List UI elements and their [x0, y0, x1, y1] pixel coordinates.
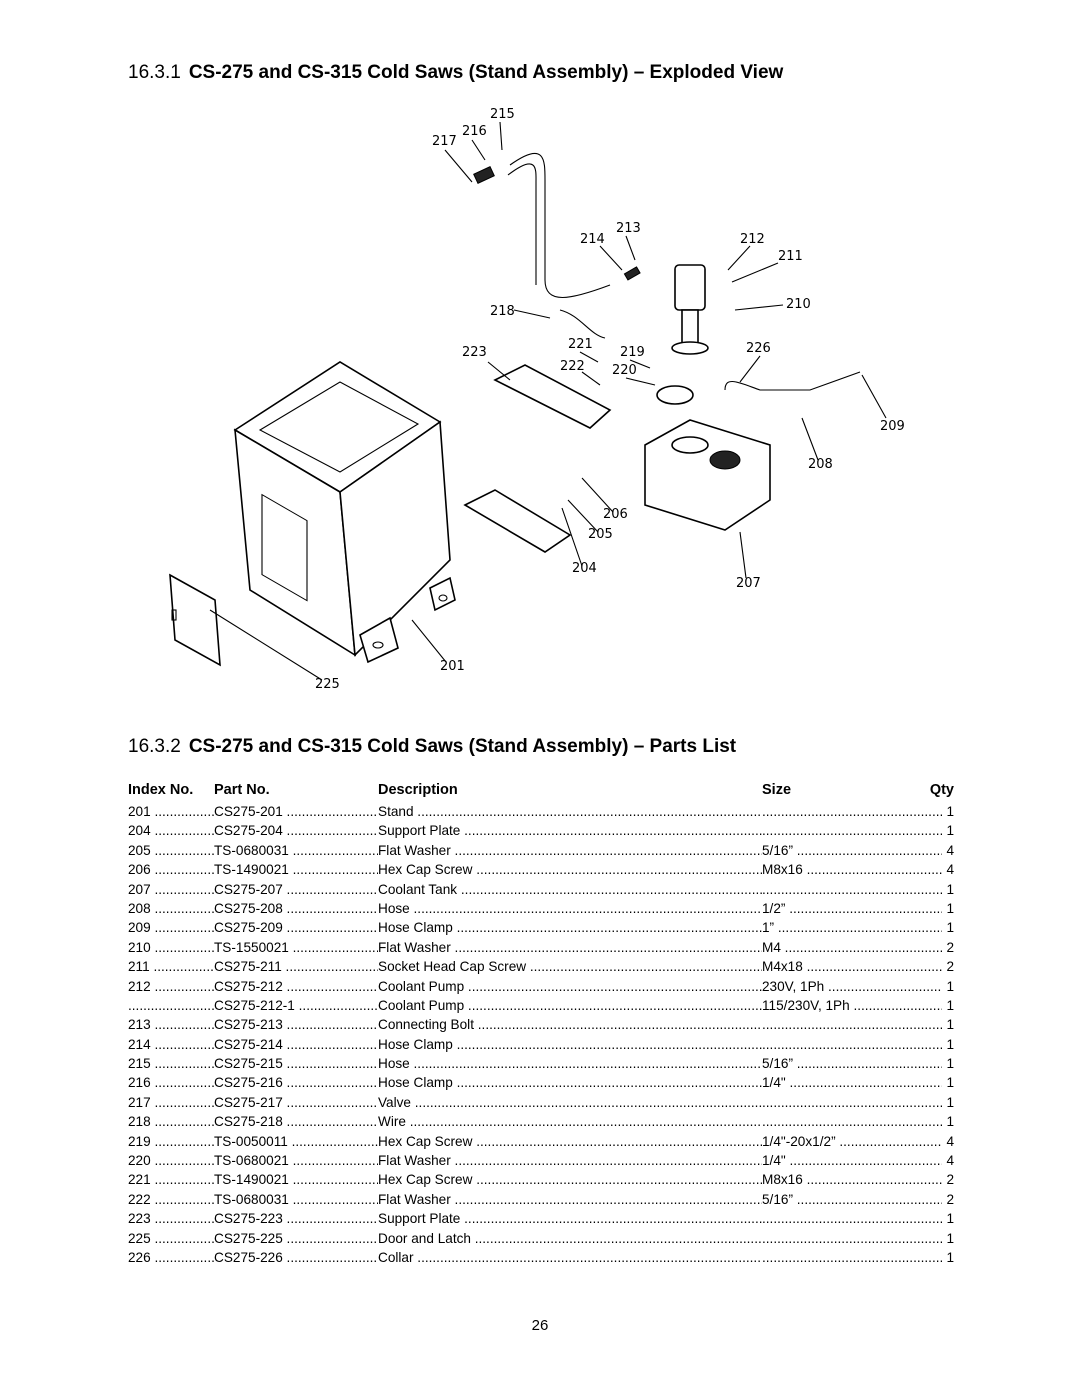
description-cell: Hex Cap Screw .....: [378, 862, 762, 877]
description-cell: Flat Washer .....: [378, 1192, 762, 1207]
qty-cell: 1: [946, 1211, 954, 1227]
table-row: [128, 920, 954, 939]
qty-cell: 1: [946, 804, 954, 819]
size-cell: [762, 1114, 942, 1129]
qty-cell: 1: [946, 920, 954, 936]
part-no-cell: CS275-217 .....: [214, 1095, 378, 1110]
callout-221: 221: [568, 337, 593, 352]
description-cell: Hose Clamp .....: [378, 920, 762, 935]
header-description: Description: [378, 782, 458, 798]
description-cell: Stand .....: [378, 804, 762, 819]
index-cell: 205 .....: [128, 843, 214, 858]
size-cell: M8x16 .....: [762, 862, 942, 877]
size-cell: [762, 1037, 942, 1052]
header-part: Part No.: [214, 782, 270, 798]
qty-cell: 1: [946, 1017, 954, 1033]
description-cell: Valve .....: [378, 1095, 762, 1110]
qty-cell: 1: [946, 1056, 954, 1072]
index-cell: 208 .....: [128, 901, 214, 916]
table-row: [128, 901, 954, 920]
header-qty: Qty: [929, 782, 954, 798]
callout-216: 216: [462, 124, 487, 139]
description-cell: Support Plate .....: [378, 1211, 762, 1226]
size-cell: [762, 1231, 942, 1246]
index-cell: 204 .....: [128, 823, 214, 838]
qty-cell: 1: [946, 900, 954, 916]
table-row: [128, 843, 954, 862]
size-cell: 1/4"-20x1/2” .....: [762, 1134, 942, 1149]
table-row: [128, 1114, 954, 1133]
index-cell: 211 .....: [128, 959, 214, 974]
table-row: [128, 1037, 954, 1056]
qty-cell: 1: [946, 1249, 954, 1265]
callout-212: 212: [740, 232, 765, 247]
part-no-cell: CS275-216 .....: [214, 1075, 378, 1090]
part-no-cell: CS275-211 .....: [214, 959, 378, 974]
size-cell: 1/2” .....: [762, 901, 942, 916]
description-cell: Support Plate .....: [378, 823, 762, 838]
description-cell: Coolant Pump .....: [378, 979, 762, 994]
size-cell: 1/4" .....: [762, 1075, 942, 1090]
callout-210: 210: [786, 297, 811, 312]
part-no-cell: CS275-208 .....: [214, 901, 378, 916]
door-drawing: [170, 575, 220, 665]
size-cell: M8x16 .....: [762, 1172, 942, 1187]
qty-cell: 2: [946, 1172, 954, 1188]
table-row: [128, 1075, 954, 1094]
index-cell: 221 .....: [128, 1172, 214, 1187]
index-cell: 210 .....: [128, 940, 214, 955]
index-cell: 223 .....: [128, 1211, 214, 1226]
part-no-cell: TS-1550021 .....: [214, 940, 378, 955]
qty-cell: 4: [946, 1133, 954, 1149]
size-cell: 1” .....: [762, 920, 942, 935]
section-number: 16.3.2: [128, 736, 181, 757]
callout-205: 205: [588, 527, 613, 542]
size-cell: [762, 804, 942, 819]
table-row: [128, 1017, 954, 1036]
size-cell: M4x18 .....: [762, 959, 942, 974]
qty-cell: 1: [946, 978, 954, 994]
part-no-cell: CS275-226 .....: [214, 1250, 378, 1265]
part-no-cell: CS275-207 .....: [214, 882, 378, 897]
index-cell: [128, 998, 214, 1013]
index-cell: 201 .....: [128, 804, 214, 819]
callout-223: 223: [462, 345, 487, 360]
table-row: [128, 959, 954, 978]
part-no-cell: CS275-213 .....: [214, 1017, 378, 1032]
page-number: 26: [531, 1317, 549, 1334]
size-cell: M4 .....: [762, 940, 942, 955]
table-header: [128, 782, 954, 804]
description-cell: Hex Cap Screw .....: [378, 1172, 762, 1187]
qty-cell: 1: [946, 1230, 954, 1246]
size-cell: [762, 1095, 942, 1110]
callout-215: 215: [490, 107, 515, 122]
exploded-view-diagram: [150, 100, 930, 700]
index-cell: 209 .....: [128, 920, 214, 935]
part-no-cell: TS-0680021 .....: [214, 1153, 378, 1168]
qty-cell: 1: [946, 997, 954, 1013]
size-cell: 230V, 1Ph .....: [762, 979, 942, 994]
table-row: [128, 1250, 954, 1269]
callout-207: 207: [736, 576, 761, 591]
stand-drawing: [235, 362, 455, 662]
part-no-cell: TS-1490021 .....: [214, 1172, 378, 1187]
qty-cell: 1: [946, 881, 954, 897]
callout-211: 211: [778, 249, 803, 264]
table-row: [128, 1192, 954, 1211]
callout-208: 208: [808, 457, 833, 472]
index-cell: 218 .....: [128, 1114, 214, 1129]
size-cell: 1/4" .....: [762, 1153, 942, 1168]
part-no-cell: CS275-209 .....: [214, 920, 378, 935]
table-row: [128, 1056, 954, 1075]
index-cell: 219 .....: [128, 1134, 214, 1149]
table-row: [128, 1211, 954, 1230]
index-cell: 226 .....: [128, 1250, 214, 1265]
qty-cell: 1: [946, 823, 954, 839]
table-body: [128, 804, 954, 1269]
description-cell: Wire .....: [378, 1114, 762, 1129]
section-heading-parts-list: [128, 736, 736, 758]
table-row: [128, 823, 954, 842]
hoses-drawing: [474, 153, 860, 390]
table-row: [128, 882, 954, 901]
part-no-cell: TS-0680031 .....: [214, 843, 378, 858]
header-index: Index No.: [128, 782, 194, 798]
callout-209: 209: [880, 419, 905, 434]
qty-cell: 1: [946, 1114, 954, 1130]
description-cell: Hex Cap Screw .....: [378, 1134, 762, 1149]
section-heading-exploded-view: [128, 62, 783, 84]
description-cell: Hose Clamp .....: [378, 1075, 762, 1090]
index-cell: 220 .....: [128, 1153, 214, 1168]
index-cell: 225 .....: [128, 1231, 214, 1246]
callout-214: 214: [580, 232, 605, 247]
description-cell: Hose Clamp .....: [378, 1037, 762, 1052]
coolant-pump-drawing: [657, 265, 708, 404]
index-cell: 215 .....: [128, 1056, 214, 1071]
description-cell: Flat Washer .....: [378, 843, 762, 858]
description-cell: Door and Latch .....: [378, 1231, 762, 1246]
qty-cell: 2: [946, 939, 954, 955]
section-number: 16.3.1: [128, 62, 181, 83]
size-cell: 5/16” .....: [762, 1056, 942, 1071]
qty-cell: 4: [946, 842, 954, 858]
size-cell: 115/230V, 1Ph .....: [762, 998, 942, 1013]
section-title: CS-275 and CS-315 Cold Saws (Stand Assembly) – Exploded View: [188, 62, 784, 83]
index-cell: 207 .....: [128, 882, 214, 897]
description-cell: Flat Washer .....: [378, 940, 762, 955]
part-no-cell: CS275-214 .....: [214, 1037, 378, 1052]
qty-cell: 1: [946, 1075, 954, 1091]
size-cell: 5/16” .....: [762, 1192, 942, 1207]
callout-220: 220: [612, 363, 637, 378]
part-no-cell: CS275-223 .....: [214, 1211, 378, 1226]
part-no-cell: CS275-204 .....: [214, 823, 378, 838]
index-cell: 214 .....: [128, 1037, 214, 1052]
qty-cell: 1: [946, 1036, 954, 1052]
table-row: [128, 1153, 954, 1172]
support-plates-drawing: [465, 365, 610, 552]
table-row: [128, 979, 954, 998]
description-cell: Hose .....: [378, 1056, 762, 1071]
table-row: [128, 1172, 954, 1191]
table-row: [128, 1095, 954, 1114]
callout-222: 222: [560, 359, 585, 374]
callout-204: 204: [572, 561, 597, 576]
index-cell: 213 .....: [128, 1017, 214, 1032]
index-cell: 212 .....: [128, 979, 214, 994]
qty-cell: 2: [946, 1191, 954, 1207]
table-row: [128, 804, 954, 823]
header-size: Size: [762, 782, 792, 798]
part-no-cell: TS-1490021 .....: [214, 862, 378, 877]
part-no-cell: CS275-215 .....: [214, 1056, 378, 1071]
callout-218: 218: [490, 304, 515, 319]
qty-cell: 1: [946, 1094, 954, 1110]
section-title: CS-275 and CS-315 Cold Saws (Stand Assembly) – Parts List: [188, 736, 737, 757]
size-cell: [762, 882, 942, 897]
description-cell: Coolant Tank .....: [378, 882, 762, 897]
qty-cell: 4: [946, 1153, 954, 1169]
callout-226: 226: [746, 341, 771, 356]
table-row: [128, 1231, 954, 1250]
description-cell: Coolant Pump .....: [378, 998, 762, 1013]
size-cell: [762, 1211, 942, 1226]
index-cell: 216 .....: [128, 1075, 214, 1090]
description-cell: Connecting Bolt .....: [378, 1017, 762, 1032]
callout-219: 219: [620, 345, 645, 360]
part-no-cell: CS275-212 .....: [214, 979, 378, 994]
part-no-cell: CS275-201 .....: [214, 804, 378, 819]
callout-217: 217: [432, 134, 457, 149]
table-row: [128, 862, 954, 881]
qty-cell: 2: [946, 959, 954, 975]
index-cell: 217 .....: [128, 1095, 214, 1110]
qty-cell: 4: [946, 862, 954, 878]
parts-list-table: [128, 782, 954, 1269]
description-cell: Flat Washer .....: [378, 1153, 762, 1168]
callout-206: 206: [603, 507, 628, 522]
part-no-cell: TS-0680031 .....: [214, 1192, 378, 1207]
index-cell: 222 .....: [128, 1192, 214, 1207]
index-cell: 206 .....: [128, 862, 214, 877]
size-cell: [762, 1017, 942, 1032]
table-row: [128, 998, 954, 1017]
part-no-cell: CS275-218 .....: [214, 1114, 378, 1129]
size-cell: [762, 1250, 942, 1265]
table-row: [128, 1134, 954, 1153]
part-no-cell: CS275-212-1 .....: [214, 998, 378, 1013]
size-cell: [762, 823, 942, 838]
size-cell: 5/16” .....: [762, 843, 942, 858]
part-no-cell: CS275-225 .....: [214, 1231, 378, 1246]
callout-213: 213: [616, 221, 641, 236]
callout-225: 225: [315, 677, 340, 692]
table-row: [128, 940, 954, 959]
coolant-tank-drawing: [645, 420, 770, 530]
part-no-cell: TS-0050011 .....: [214, 1134, 378, 1149]
description-cell: Hose .....: [378, 901, 762, 916]
callout-201: 201: [440, 659, 465, 674]
description-cell: Socket Head Cap Screw .....: [378, 959, 762, 974]
description-cell: Collar .....: [378, 1250, 762, 1265]
